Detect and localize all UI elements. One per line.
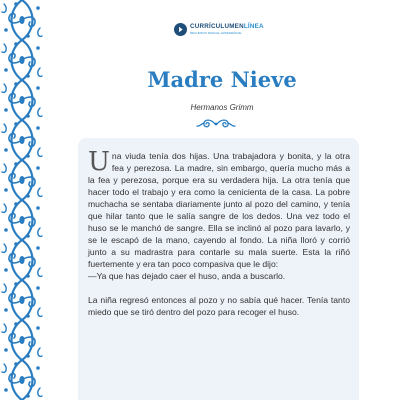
story-text <box>88 147 350 329</box>
paragraph-1-text: na viuda tenía dos hijas. Una trabajadora y bonita, y la otra fea y perezosa. La madre, sin embargo, quería mucho más a la fea y perezosa, porque era su verdadera hija. La otra tenía que hacer todo el trabajo y era como la cenicienta de la casa. La pobre muchacha se sentaba diariamente junto al pozo del camino, y tenía que hilar tanto que le salía sangre de los dedos. Una vez todo el huso se le manchó de sangre. Ella se inclinó al pozo para lavarlo, y se le escapó de la mano, cayendo al fondo. La niña lloró y corrió junto a su madrastra para contarle su mala suerte. Esta la riñó fuertemente y era tan poco compasiva que le dijo: <box>88 151 350 270</box>
logo-tagline: RECURSOS PARA EL APRENDIZAJE <box>190 30 242 35</box>
story-title: Madre Nieve <box>147 67 297 92</box>
floral-border <box>0 0 44 400</box>
logo-name-accent: LÍNEA <box>243 23 264 31</box>
story-paragraph-2: —Ya que has dejado caer el huso, anda a buscarlo. <box>88 271 286 282</box>
story-paragraph-3: La niña regresó entonces al pozo y no sabía qué hacer. Tenía tanto miedo que se tiró dentro del pozo para recoger el huso. <box>88 294 350 317</box>
story-paragraph-1 <box>88 147 350 270</box>
fleuron-ornament-icon <box>196 118 236 130</box>
site-logo[interactable] <box>174 23 264 36</box>
logo-text <box>190 24 264 34</box>
drop-cap: U <box>88 147 110 177</box>
play-arrow-icon <box>174 23 187 36</box>
floral-pattern-icon <box>0 0 44 400</box>
story-author: Hermanos Grimm <box>190 103 254 112</box>
logo-name-main: CURRÍCULUMEN <box>190 23 244 31</box>
logo-name <box>190 24 264 30</box>
